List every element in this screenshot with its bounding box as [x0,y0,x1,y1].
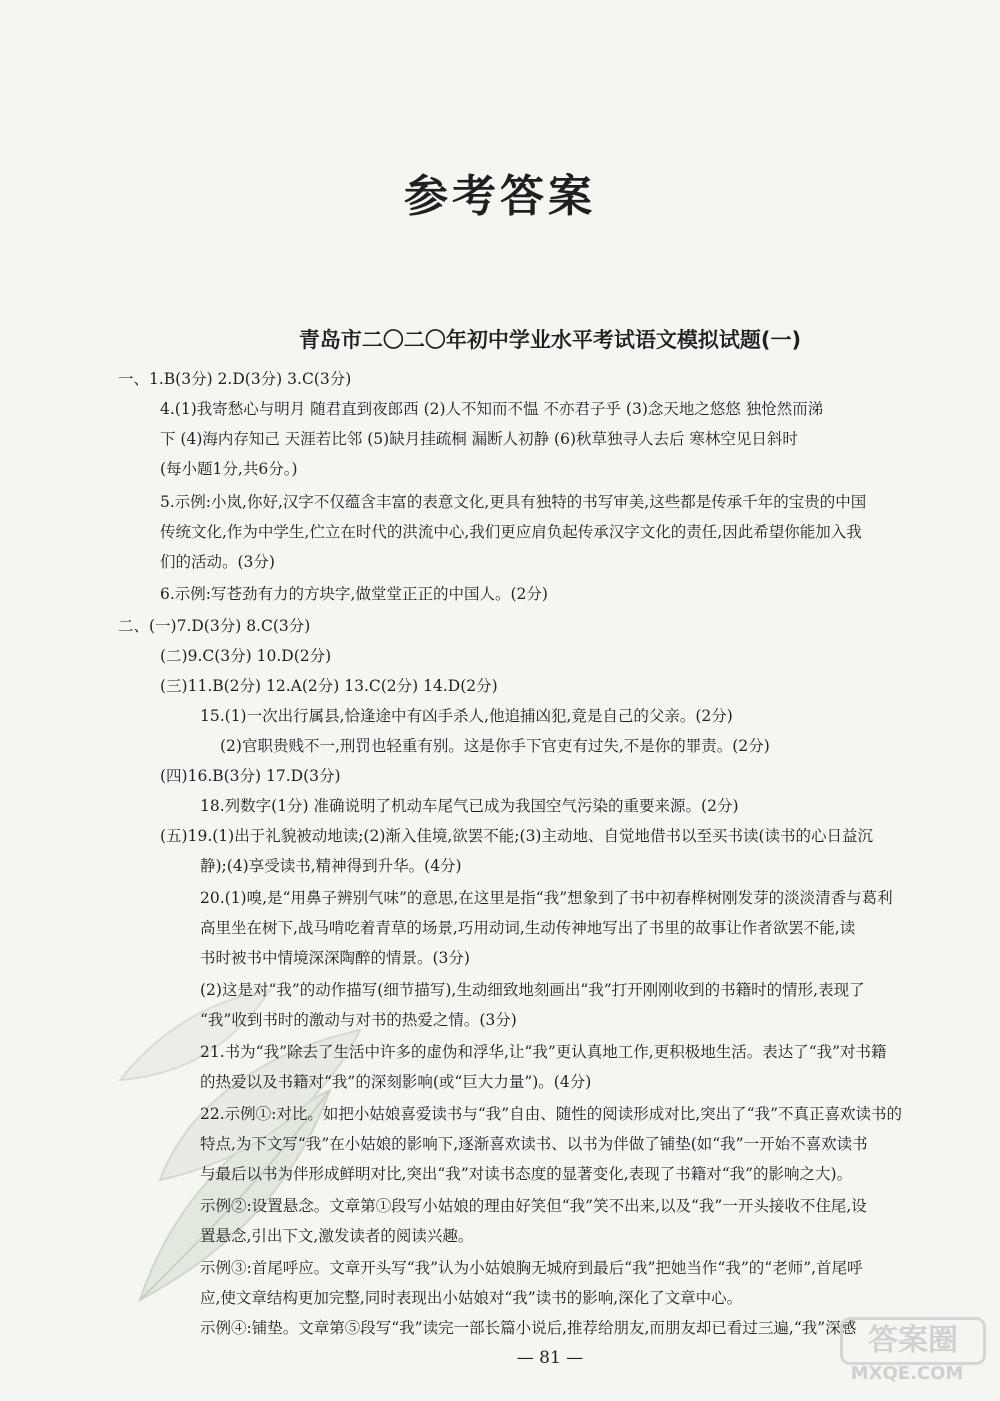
answer-line: 静);(4)享受读书,精神得到升华。(4分) [200,857,462,875]
answer-line: 们的活动。(3分) [160,553,275,571]
page-number: — 81 — [516,1348,584,1368]
answer-line: (三)11.B(2分) 12.A(2分) 13.C(2分) 14.D(2分) [160,677,498,695]
answer-line: (四)16.B(3分) 17.D(3分) [160,767,341,785]
answer-line: 示例④:铺垫。文章第⑤段写“我”读完一部长篇小说后,推荐给朋友,而朋友却已看过三遍,“我”深感 [200,1319,857,1337]
answer-line: (二)9.C(3分) 10.D(2分) [160,647,332,665]
answer-line: 15.(1)一次出行属县,恰逢途中有凶手杀人,他追捕凶犯,竟是自己的父亲。(2分) [200,707,733,725]
answer-line: 20.(1)嗅,是“用鼻子辨别气味”的意思,在这里是指“我”想象到了书中初春桦树刚发芽的淡淡清香与葛利 [200,889,893,907]
answer-line: 21.书为“我”除去了生活中许多的虚伪和浮华,让“我”更认真地工作,更积极地生活。表达了“我”对书籍 [200,1043,887,1061]
answer-line: 特点,为下文写“我”在小姑娘的影响下,逐渐喜欢读书、以书为伴做了铺垫(如“我”一开始不喜欢读书 [200,1135,868,1153]
exam-subtitle: 青岛市二〇二〇年初中学业水平考试语文模拟试题(一) [298,328,802,352]
answer-line: 二、(一)7.D(3分) 8.C(3分) [118,617,311,635]
answer-line: (2)官职贵贱不一,刑罚也轻重有别。这是你手下官吏有过失,不是你的罪责。(2分) [220,737,770,755]
answer-line: 与最后以书为伴形成鲜明对比,突出“我”对读书态度的显著变化,表现了书籍对“我”的影响之大)。 [200,1165,853,1183]
watermark-logo: 答案圈 [840,1317,986,1365]
answer-line: (五)19.(1)出于礼貌被动地读;(2)渐入佳境,欲罢不能;(3)主动地、自觉地借书以至买书读(读书的心日益沉 [160,827,874,845]
site-watermark [832,1317,982,1387]
answer-line: 高里坐在树下,战马啃吃着青草的场景,巧用动词,生动传神地写出了书里的故事让作者欲罢不能,读 [200,919,856,937]
answer-line: (每小题1分,共6分。) [160,460,298,478]
answer-line: 传统文化,作为中学生,伫立在时代的洪流中心,我们更应肩负起传承汉字文化的责任,因此希望你能加入我 [160,523,862,541]
watermark-url: MXQE.COM [850,1363,964,1384]
answer-line: 示例③:首尾呼应。文章开头写“我”认为小姑娘胸无城府到最后“我”把她当作“我”的“老师”,首尾呼 [200,1259,863,1277]
answer-line: (2)这是对“我”的动作描写(细节描写),生动细致地刻画出“我”打开刚刚收到的书籍时的情形,表现了 [200,981,865,999]
answer-line: 置悬念,引出下文,激发读者的阅读兴趣。 [200,1227,474,1245]
answer-line: 一、1.B(3分) 2.D(3分) 3.C(3分) [118,370,352,388]
answer-line: 书时被书中情境深深陶醉的情景。(3分) [200,949,470,967]
answer-line: 的热爱以及书籍对“我”的深刻影响(或“巨大力量”)。(4分) [200,1073,592,1091]
answer-line: 18.列数字(1分) 准确说明了机动车尾气已成为我国空气污染的重要来源。(2分) [200,797,739,815]
answer-line: 5.示例:小岚,你好,汉字不仅蕴含丰富的表意文化,更具有独特的书写审美,这些都是传承千年的宝贵的中国 [160,493,867,511]
answer-line: 应,使文章结构更加完整,同时表现出小姑娘对“我”读书的影响,深化了文章中心。 [200,1289,743,1307]
page-title: 参考答案 [404,171,596,222]
answer-line: 下 (4)海内存知己 天涯若比邻 (5)缺月挂疏桐 漏断人初静 (6)秋草独寻人去后 寒林空见日斜时 [160,430,798,448]
answer-line: “我”收到书时的激动与对书的热爱之情。(3分) [200,1011,517,1029]
answer-line: 22.示例①:对比。如把小姑娘喜爱读书与“我”自由、随性的阅读形成对比,突出了“我”不真正喜欢读书的 [200,1105,902,1123]
answer-line: 示例②:设置悬念。文章第①段写小姑娘的理由好笑但“我”笑不出来,以及“我”一开头接收不住尾,设 [200,1197,867,1215]
answer-line: 4.(1)我寄愁心与明月 随君直到夜郎西 (2)人不知而不愠 不亦君子乎 (3)念天地之悠悠 独怆然而涕 [160,400,824,418]
answer-line: 6.示例:写苍劲有力的方块字,做堂堂正正的中国人。(2分) [160,585,548,603]
